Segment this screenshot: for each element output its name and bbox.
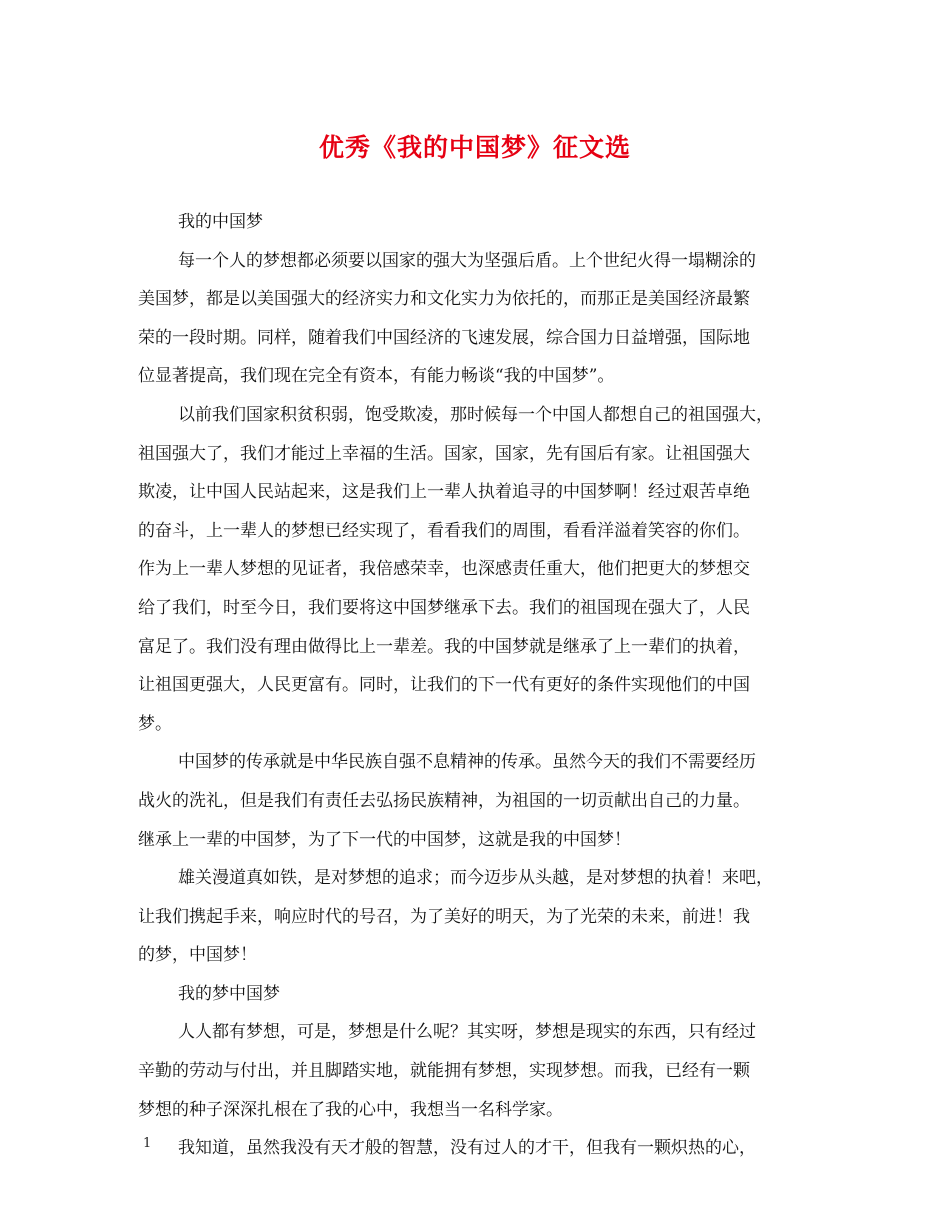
text-line: 美国梦，都是以美国强大的经济实力和文化实力为依托的，而那正是美国经济最繁 — [138, 289, 750, 310]
text-line: 的奋斗，上一辈人的梦想已经实现了，看看我们的周围，看看洋溢着笑容的你们。 — [138, 520, 750, 541]
text-line: 我知道，虽然我没有天才般的智慧，没有过人的才干，但我有一颗炽热的心， — [178, 1138, 756, 1159]
text-line: 的梦，中国梦！ — [138, 945, 257, 966]
text-line: 我的中国梦 — [178, 212, 263, 232]
text-line: 位显著提高，我们现在完全有资本，有能力畅谈“我的中国梦”。 — [138, 366, 615, 387]
text-line: 我的梦中国梦 — [178, 983, 280, 1004]
text-line: 战火的洗礼，但是我们有责任去弘扬民族精神，为祖国的一切贡献出自己的力量。 — [138, 790, 750, 811]
text-line: 给了我们，时至今日，我们要将这中国梦继承下去。我们的祖国现在强大了，人民 — [138, 597, 750, 618]
document-body — [138, 203, 822, 1168]
text-line: 荣的一段时期。同样，随着我们中国经济的飞速发展，综合国力日益增强，国际地 — [138, 327, 750, 348]
text-line: 每一个人的梦想都必须要以国家的强大为坚强后盾。上个世纪火得一塌糊涂的 — [178, 250, 756, 271]
text-line: 欺凌，让中国人民站起来，这是我们上一辈人执着追寻的中国梦啊！经过艰苦卓绝 — [138, 482, 750, 503]
page-number: 1 — [143, 1136, 152, 1151]
text-line: 梦想的种子深深扎根在了我的心中，我想当一名科学家。 — [138, 1099, 563, 1120]
text-line: 以前我们国家积贫积弱，饱受欺凌，那时候每一个中国人都想自己的祖国强大， — [178, 404, 773, 425]
text-line: 祖国强大了，我们才能过上幸福的生活。国家，国家，先有国后有家。让祖国强大 — [138, 443, 750, 464]
text-line: 让我们携起手来，响应时代的号召，为了美好的明天，为了光荣的未来，前进！我 — [138, 906, 750, 927]
text-line: 中国梦的传承就是中华民族自强不息精神的传承。虽然今天的我们不需要经历 — [178, 752, 756, 773]
text-line: 富足了。我们没有理由做得比上一辈差。我的中国梦就是继承了上一辈们的执着， — [138, 636, 750, 657]
text-line: 作为上一辈人梦想的见证者，我倍感荣幸，也深感责任重大，他们把更大的梦想交 — [138, 559, 750, 580]
document-title: 优秀《我的中国梦》征文选 — [318, 133, 631, 162]
text-line: 梦。 — [138, 713, 172, 734]
text-line: 继承上一辈的中国梦，为了下一代的中国梦，这就是我的中国梦！ — [138, 829, 631, 850]
text-line: 雄关漫道真如铁，是对梦想的追求；而今迈步从头越，是对梦想的执着！来吧， — [178, 868, 773, 889]
text-line: 辛勤的劳动与付出，并且脚踏实地，就能拥有梦想，实现梦想。而我，已经有一颗 — [138, 1061, 750, 1082]
text-line: 人人都有梦想，可是，梦想是什么呢？其实呀，梦想是现实的东西，只有经过 — [178, 1022, 756, 1043]
text-line: 让祖国更强大，人民更富有。同时，让我们的下一代有更好的条件实现他们的中国 — [138, 675, 750, 696]
